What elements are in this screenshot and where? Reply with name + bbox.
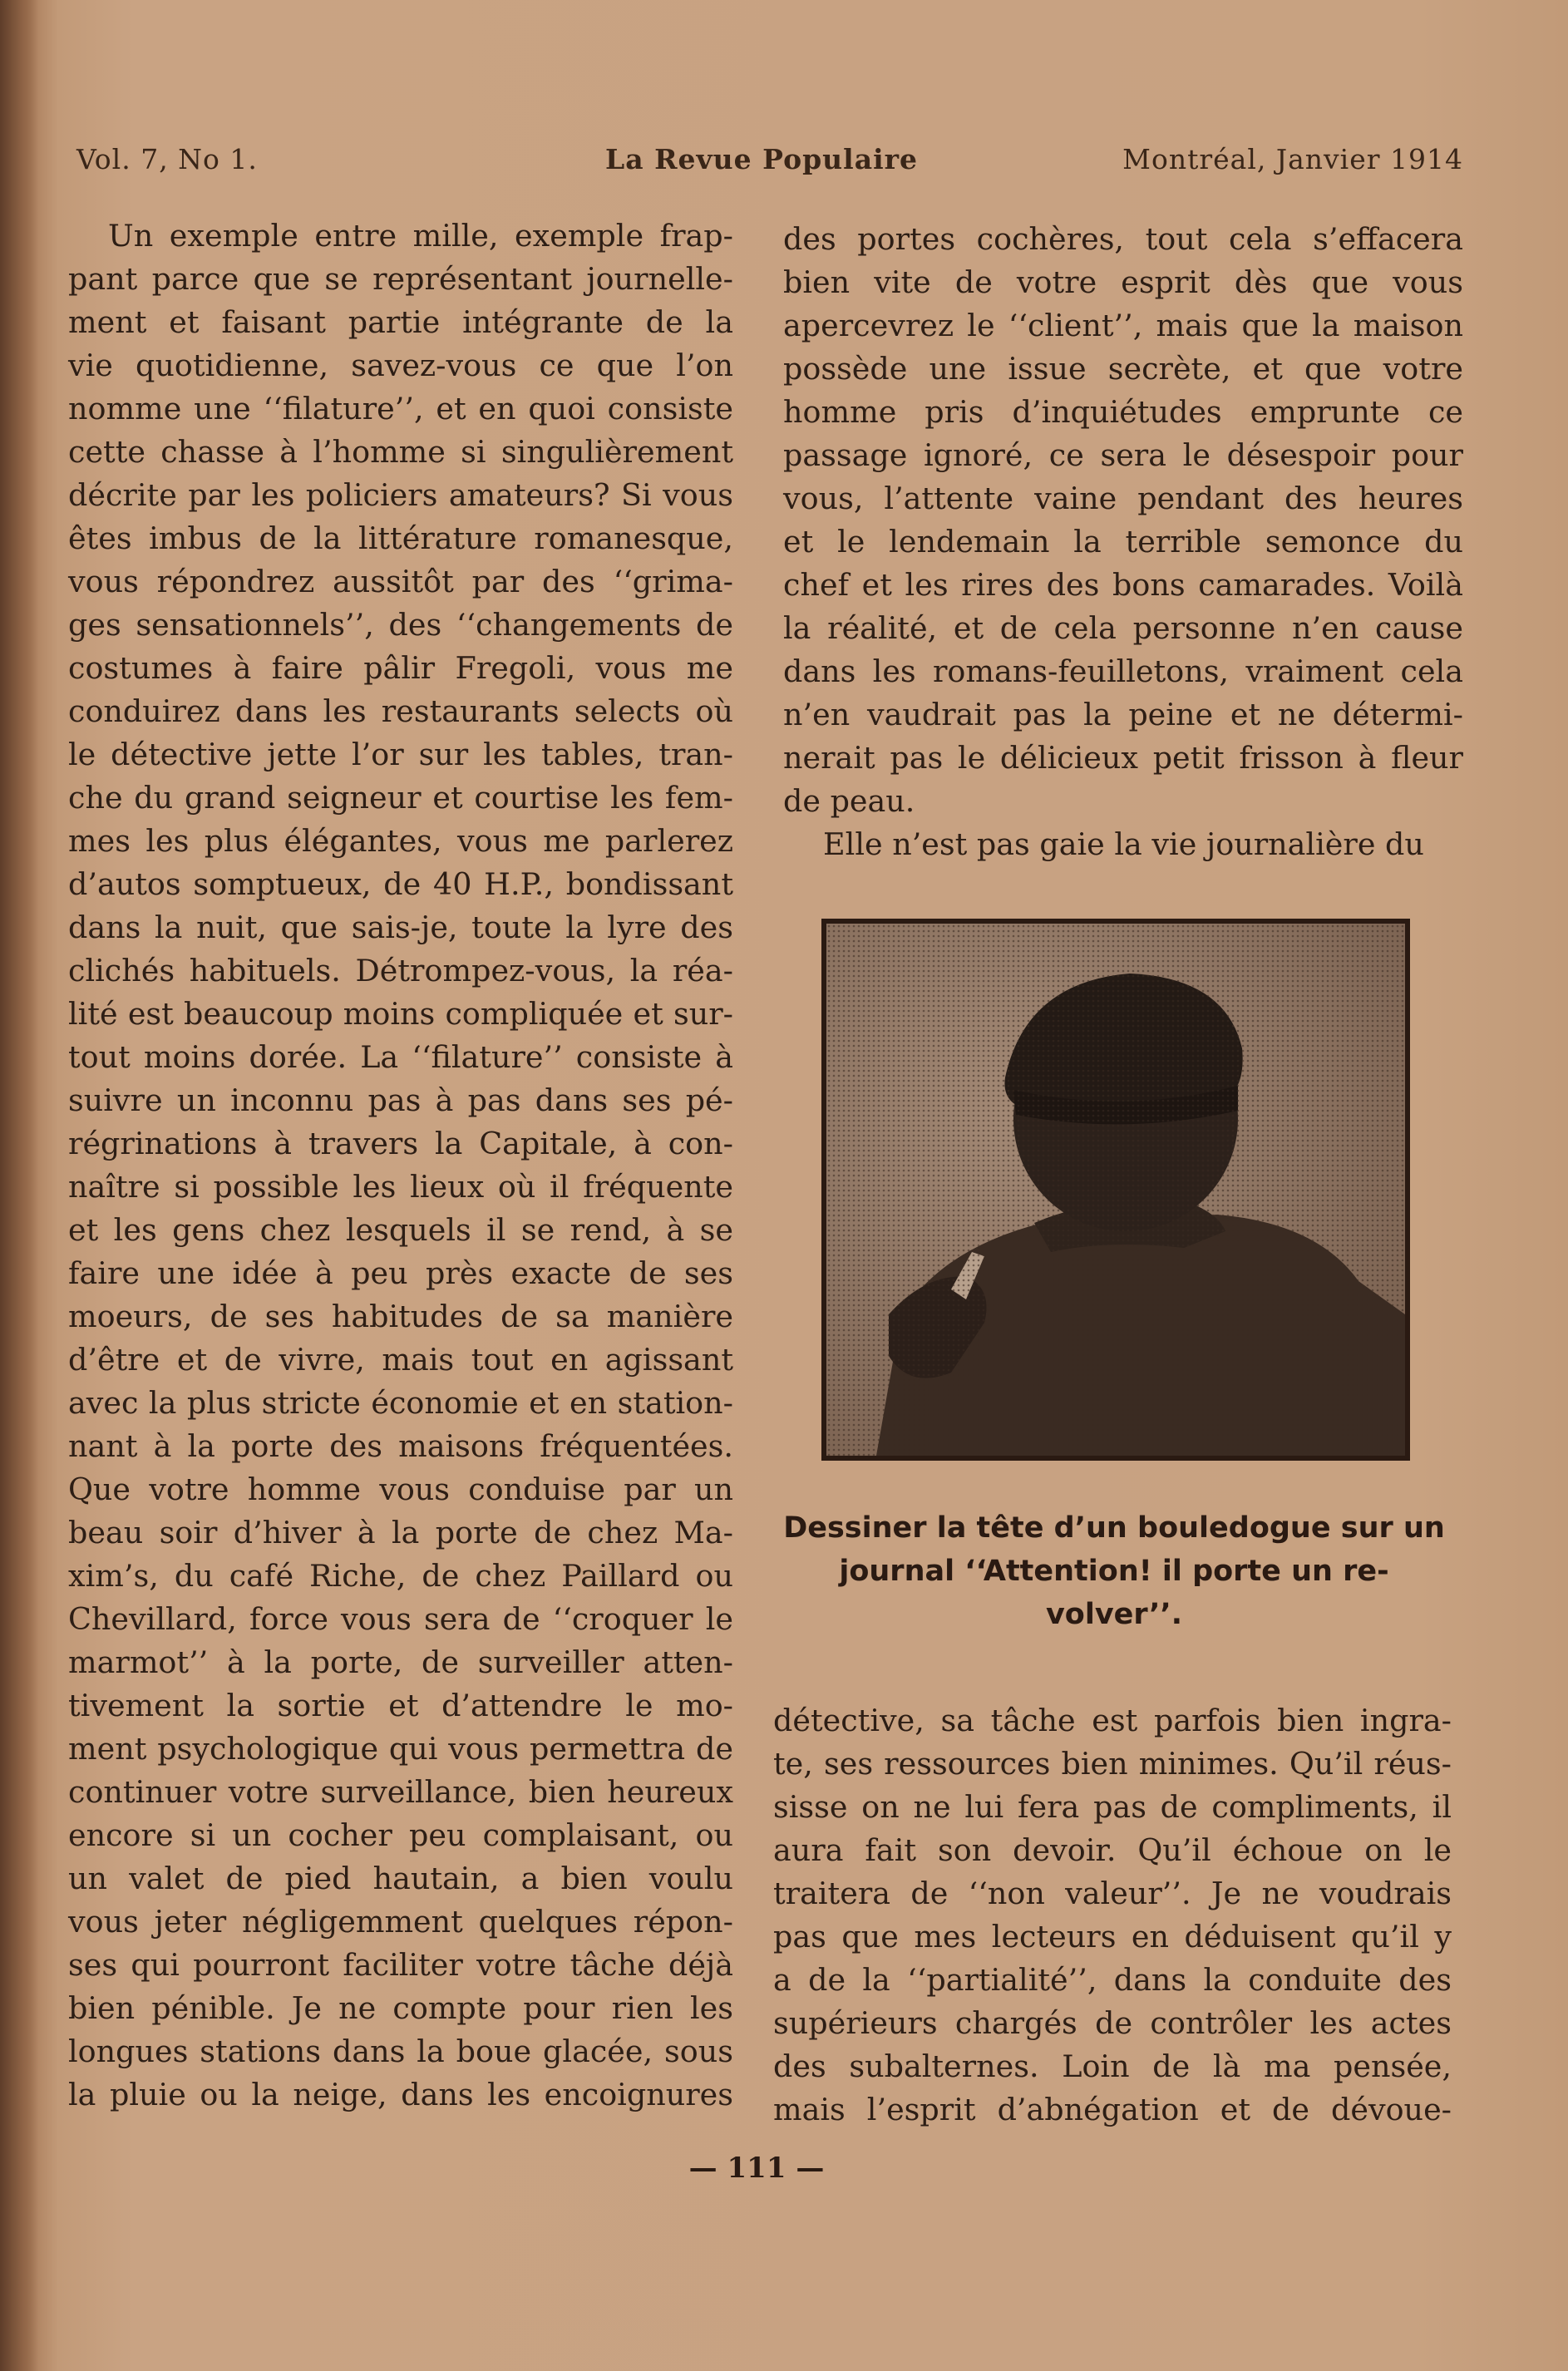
text-line: te, ses ressources bien minimes. Qu’il réus- [773,1746,1452,1782]
text-line: chef et les rires des bons camarades. Voilà [783,567,1463,603]
binding-gutter [0,0,38,2371]
text-line: vie quotidienne, savez-vous ce que l’on [68,348,733,383]
text-line: tout moins dorée. La ‘‘filature’’ consiste à [68,1039,733,1075]
text-line: nomme une ‘‘filature’’, et en quoi consiste [68,391,733,426]
caption-line: volver’’. [1045,1598,1183,1631]
text-line: êtes imbus de la littérature romanesque, [68,520,733,556]
right-column-text-bottom [773,1699,1452,2132]
text-line: de peau. [783,783,915,819]
text-line: d’autos somptueux, de 40 H.P., bondissant [68,866,733,902]
text-line: naître si possible les lieux où il fréquente [68,1169,733,1205]
text-line: détective, sa tâche est parfois bien ingra- [773,1703,1452,1738]
text-line: un valet de pied hautain, a bien voulu [68,1861,733,1896]
text-line: la réalité, et de cela personne n’en cause [783,610,1463,646]
text-line: Elle n’est pas gaie la vie journalière du [823,826,1424,862]
left-column-text [68,214,733,2117]
text-line: ment psychologique qui vous permettra de [68,1731,733,1767]
text-line: marmot’’ à la porte, de surveiller atten- [68,1644,733,1680]
header-journal-title: La Revue Populaire [605,143,918,175]
text-line: encore si un cocher peu complaisant, ou [68,1817,733,1853]
text-line: passage ignoré, ce sera le désespoir pour [783,437,1463,473]
text-line: dans les romans-feuilletons, vraiment cela [783,653,1463,689]
text-line: vous jeter négligemment quelques répon- [68,1904,733,1940]
text-line: vous répondrez aussitôt par des ‘‘grima- [68,564,733,599]
text-line: Que votre homme vous conduise par un [68,1471,733,1507]
text-line: sisse on ne lui fera pas de compliments, il [773,1789,1452,1825]
text-line: et les gens chez lesquels il se rend, à se [68,1212,733,1248]
caption-line: Dessiner la tête d’un bouledogue sur un [783,1511,1445,1545]
text-line: d’être et de vivre, mais tout en agissant [68,1342,733,1378]
text-line: suivre un inconnu pas à pas dans ses pé- [68,1082,733,1118]
text-line: ment et faisant partie intégrante de la [68,304,733,340]
text-line: des portes cochères, tout cela s’effacera [783,221,1463,257]
text-line: nerait pas le délicieux petit frisson à fleur [783,740,1463,776]
text-line: homme pris d’inquiétudes emprunte ce [783,394,1463,430]
text-line: longues stations dans la boue glacée, sous [68,2033,733,2069]
text-line: bien pénible. Je ne compte pour rien les [68,1990,733,2026]
text-line: avec la plus stricte économie et en station- [68,1385,733,1421]
text-line: clichés habituels. Détrompez-vous, la réa- [68,953,733,988]
text-line: ges sensationnels’’, des ‘‘changements de [68,607,733,643]
text-line: Chevillard, force vous sera de ‘‘croquer le [68,1601,733,1637]
text-line: ses qui pourront faciliter votre tâche déjà [68,1947,733,1983]
text-line: xim’s, du café Riche, de chez Paillard ou [68,1558,733,1594]
text-line: la pluie ou la neige, dans les encoignures [68,2077,733,2112]
page-number: — 111 — [688,2152,825,2185]
text-line: nant à la porte des maisons fréquentées. [68,1428,733,1464]
right-column-text-top [783,218,1463,866]
running-header [76,143,1463,185]
photo-man-in-cap [826,924,1405,1456]
text-line: et le lendemain la terrible semonce du [783,524,1463,559]
text-line: pant parce que se représentant journelle- [68,261,733,297]
text-line: le détective jette l’or sur les tables, tran- [68,737,733,772]
photo-caption [765,1506,1463,1636]
text-line: supérieurs chargés de contrôler les actes [773,2005,1452,2041]
text-line: bien vite de votre esprit dès que vous [783,264,1463,300]
text-line: Un exemple entre mille, exemple frap- [108,218,733,254]
text-line: conduirez dans les restaurants selects où [68,693,733,729]
text-line: tivement la sortie et d’attendre le mo- [68,1688,733,1723]
text-line: mes les plus élégantes, vous me parlerez [68,823,733,859]
text-line: pas que mes lecteurs en déduisent qu’il y [773,1919,1452,1954]
text-line: cette chasse à l’homme si singulièrement [68,434,733,470]
text-line: traitera de ‘‘non valeur’’. Je ne voudrais [773,1876,1452,1911]
caption-line: journal ‘‘Attention! il porte un re- [839,1555,1389,1588]
halftone-photo [821,919,1410,1461]
text-line: décrite par les policiers amateurs? Si vous [68,477,733,513]
header-volume: Vol. 7, No 1. [76,143,258,175]
text-line: a de la ‘‘partialité’’, dans la conduite des [773,1962,1452,1998]
header-place-date: Montréal, Janvier 1914 [1122,143,1463,175]
text-line: moeurs, de ses habitudes de sa manière [68,1299,733,1334]
text-line: dans la nuit, que sais-je, toute la lyre des [68,909,733,945]
text-line: des subalternes. Loin de là ma pensée, [773,2048,1452,2084]
text-line: vous, l’attente vaine pendant des heures [783,481,1463,516]
text-line: n’en vaudrait pas la peine et ne détermi- [783,697,1463,732]
text-line: che du grand seigneur et courtise les fem- [68,780,733,816]
text-line: beau soir d’hiver à la porte de chez Ma- [68,1515,733,1550]
text-line: aura fait son devoir. Qu’il échoue on le [773,1832,1452,1868]
text-line: mais l’esprit d’abnégation et de dévoue- [773,2092,1452,2127]
text-line: costumes à faire pâlir Fregoli, vous me [68,650,733,686]
text-line: possède une issue secrète, et que votre [783,351,1463,387]
text-line: lité est beaucoup moins compliquée et sur- [68,996,733,1032]
text-line: apercevrez le ‘‘client’’, mais que la maison [783,308,1463,343]
text-line: faire une idée à peu près exacte de ses [68,1255,733,1291]
text-line: régrinations à travers la Capitale, à con- [68,1126,733,1161]
text-line: continuer votre surveillance, bien heureux [68,1774,733,1810]
